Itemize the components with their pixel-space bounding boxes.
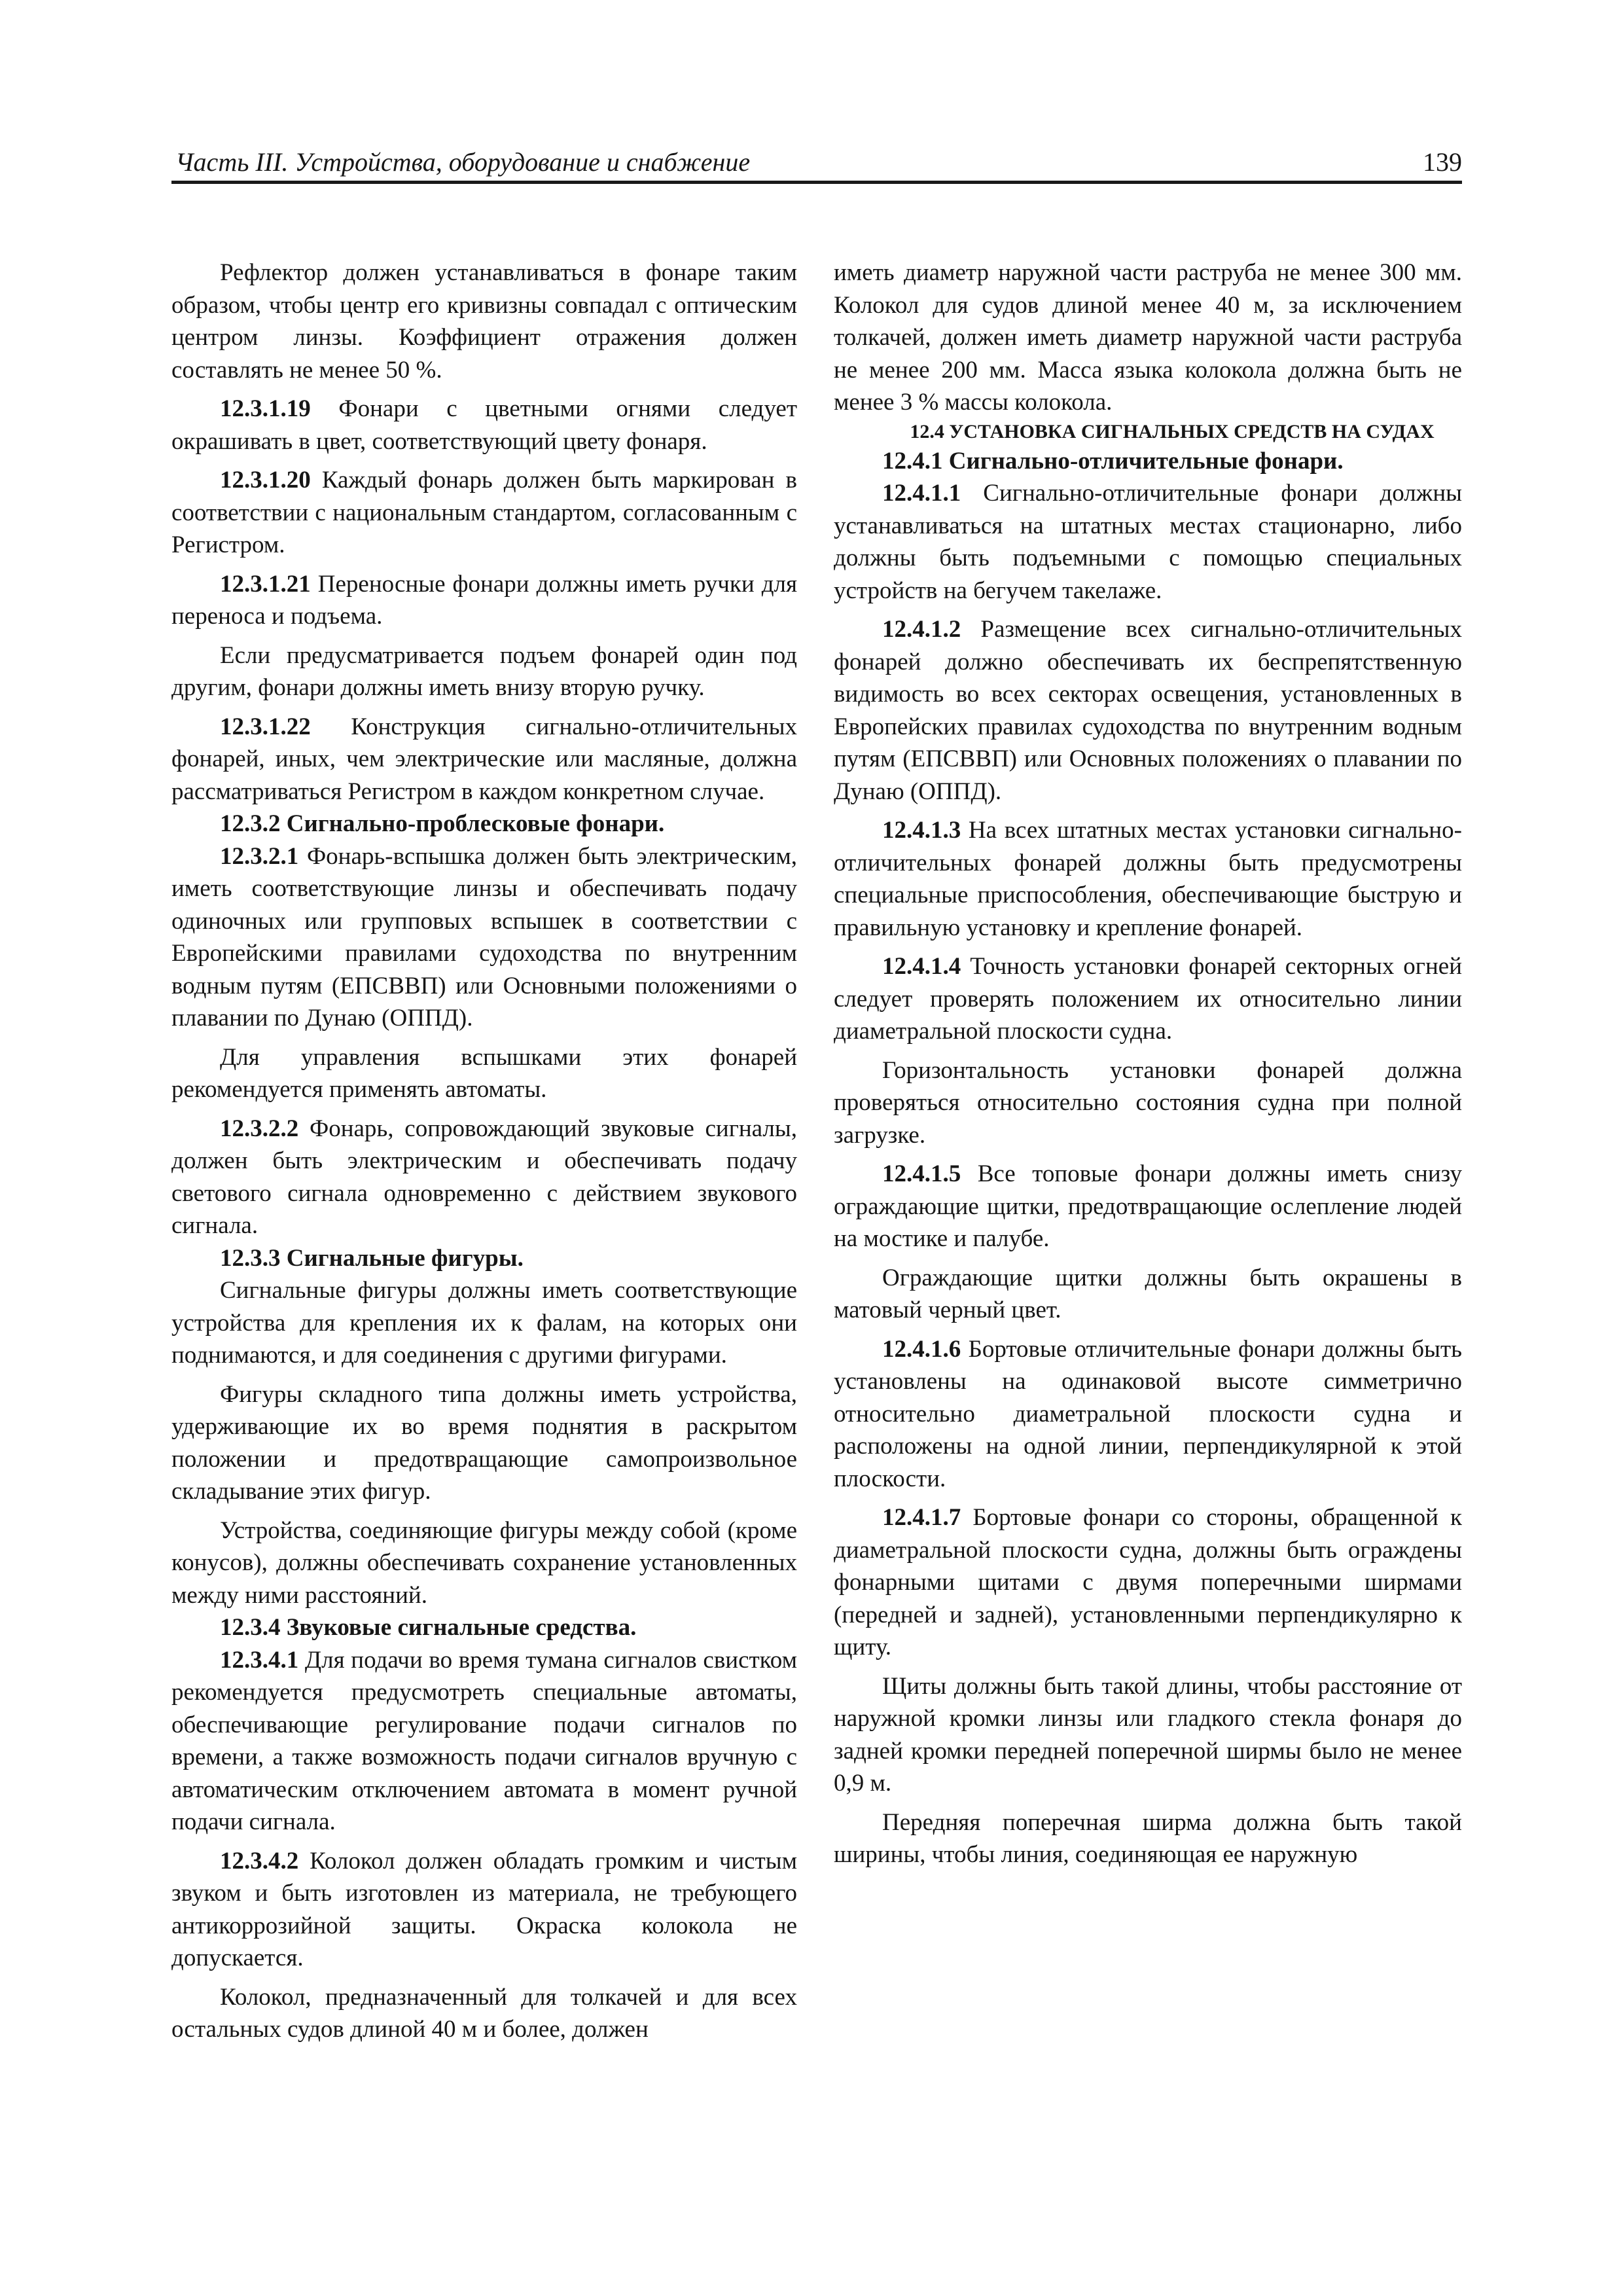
clause: [834, 477, 1462, 607]
paragraph: Ограждающие щитки должны быть окрашены в матовый черный цвет.: [834, 1264, 1462, 1323]
right-column: [834, 257, 1462, 1871]
clause: [834, 1333, 1462, 1496]
clause-text: Все топовые фонари должны иметь снизу ограждающие щитки, предотвращающие ослепление людей на мостике и палубе.: [834, 1160, 1462, 1252]
clause-number: 12.4.1.1: [882, 480, 961, 507]
clause-number: 12.3.2.2: [220, 1115, 299, 1142]
subsection-heading: 12.3.2 Сигнально-проблесковые фонари.: [220, 810, 665, 837]
subsection-heading: 12.4.1 Сигнально-отличительные фонари.: [882, 447, 1344, 475]
paragraph: Для управления вспышками этих фонарей рекомендуется применять автоматы.: [171, 1043, 797, 1103]
clause: [834, 950, 1462, 1048]
clause-text: Фонари с цветными огнями следует окрашивать в цвет, соответствующий цвету фонаря.: [171, 395, 797, 455]
running-title: Часть III. Устройства, оборудование и снабжение: [175, 147, 751, 177]
section-title: 12.4 УСТАНОВКА СИГНАЛЬНЫХ СРЕДСТВ НА СУДАХ: [910, 420, 1435, 442]
left-column: [171, 257, 797, 2046]
clause: [171, 464, 797, 562]
clause: [834, 1501, 1462, 1664]
clause-text: Для подачи во время тумана сигналов свистком рекомендуется предусмотреть специальные автоматы, обеспечивающие регулирование подачи сигналов по времени, а также возможность подачи сигналов вручную с автоматическим отключением автомата в момент ручной подачи сигнала.: [171, 1646, 797, 1835]
clause-number: 12.3.1.22: [220, 713, 311, 740]
clause-number: 12.4.1.6: [882, 1335, 961, 1363]
paragraph: Передняя поперечная ширма должна быть такой ширины, чтобы линия, соединяющая ее наружную: [834, 1808, 1462, 1868]
subsection-heading: 12.3.3 Сигнальные фигуры.: [220, 1244, 524, 1272]
clause-text: Конструкция сигнально-отличительных фонарей, иных, чем электрические или масляные, должна рассматриваться Регистром в каждом конкретном случае.: [171, 713, 797, 805]
paragraph-continued: иметь диаметр наружной части раструба не менее 300 мм. Колокол для судов длиной менее 40 м, за исключением толкачей, должен иметь диаметр наружной части раструба не менее 200 мм. Масса языка колокола должна быть не менее 3 % массы колокола.: [834, 259, 1462, 416]
paragraph: Если предусматривается подъем фонарей один под другим, фонари должны иметь внизу вторую ручку.: [171, 641, 797, 701]
clause-text: Переносные фонари должны иметь ручки для переноса и подъема.: [171, 570, 797, 630]
clause: [171, 568, 797, 633]
clause: [171, 1845, 797, 1975]
clause-text: Фонарь-вспышка должен быть электрическим, иметь соответствующие линзы и обеспечивать подачу одиночных или групповых вспышек в соответствии с Европейскими правилами судоходства по внутренним водным путям (ЕПСВВП) или Основными положениями о плавании по Дунаю (ОППД).: [171, 842, 797, 1031]
clause-number: 12.3.4.1: [220, 1646, 299, 1674]
clause-number: 12.3.2.1: [220, 842, 299, 870]
clause-number: 12.4.1.3: [882, 817, 961, 844]
clause-text: Фонарь, сопровождающий звуковые сигналы, должен быть электрическим и обеспечивать подачу светового сигнала одновременно с действием звукового сигнала.: [171, 1115, 797, 1239]
clause-text: Бортовые отличительные фонари должны быть установлены на одинаковой высоте симметрично относительно диаметральной плоскости судна и расположены на одной линии, перпендикулярной к этой плоскости.: [834, 1335, 1462, 1492]
clause-text: Бортовые фонари со стороны, обращенной к диаметральной плоскости судна, должны быть ограждены фонарными щитами с двумя поперечными ширмами (передней и задней), установленными перпендикулярно к щиту.: [834, 1504, 1462, 1660]
paragraph: Рефлектор должен устанавливаться в фонаре таким образом, чтобы центр его кривизны совпадал с оптическим центром линзы. Коэффициент отражения должен составлять не менее 50 %.: [171, 259, 797, 384]
clause: [171, 393, 797, 457]
clause: [834, 1158, 1462, 1255]
clause: [171, 711, 797, 808]
page-number: 139: [1423, 147, 1462, 177]
clause: [834, 814, 1462, 944]
clause-number: 12.4.1.2: [882, 616, 961, 643]
clause-number: 12.4.1.5: [882, 1160, 961, 1187]
clause-text: Сигнально-отличительные фонари должны устанавливаться на штатных местах стационарно, либо должны быть подъемными с помощью специальных устройств на бегучем такелаже.: [834, 480, 1462, 604]
clause-text: Каждый фонарь должен быть маркирован в соответствии с национальным стандартом, согласованным с Регистром.: [171, 467, 797, 558]
paragraph: Фигуры складного типа должны иметь устройства, удерживающие их во время поднятия в раскрытом положении и предотвращающие самопроизвольное складывание этих фигур.: [171, 1380, 797, 1505]
clause-text: Колокол должен обладать громким и чистым звуком и быть изготовлен из материала, не требующего антикоррозийной защиты. Окраска колокола не допускается.: [171, 1847, 797, 1971]
paragraph: Горизонтальность установки фонарей должна проверяться относительно состояния судна при полной загрузке.: [834, 1056, 1462, 1149]
clause-number: 12.4.1.4: [882, 953, 961, 980]
clause: [834, 613, 1462, 808]
clause: [171, 1644, 797, 1839]
clause-number: 12.4.1.7: [882, 1504, 961, 1531]
clause-number: 12.3.1.19: [220, 395, 311, 422]
clause-number: 12.3.1.20: [220, 467, 311, 493]
paragraph: Щиты должны быть такой длины, чтобы расстояние от наружной кромки линзы или гладкого стекла фонаря до задней кромки передней поперечной ширмы было не менее 0,9 м.: [834, 1672, 1462, 1797]
paragraph: Колокол, предназначенный для толкачей и для всех остальных судов длиной 40 м и более, должен: [171, 1983, 797, 2043]
clause-text: Размещение всех сигнально-отличительных фонарей должно обеспечивать их беспрепятственную видимость во всех секторах освещения, установленных в Европейских правилах судоходства по внутренним водным путям (ЕПСВВП) или Основных положениях о плавании по Дунаю (ОППД).: [834, 616, 1462, 805]
clause: [171, 1113, 797, 1242]
clause-number: 12.3.1.21: [220, 570, 311, 598]
page-header: [171, 145, 1462, 184]
subsection-heading: 12.3.4 Звуковые сигнальные средства.: [220, 1614, 637, 1641]
clause: [171, 840, 797, 1035]
clause-number: 12.3.4.2: [220, 1847, 299, 1874]
paragraph: Сигнальные фигуры должны иметь соответствующие устройства для крепления их к фалам, на которых они поднимаются, и для соединения с другими фигурами.: [171, 1277, 797, 1369]
clause-text: На всех штатных местах установки сигнально-отличительных фонарей должны быть предусмотрены специальные приспособления, обеспечивающие быструю и правильную установку и крепление фонарей.: [834, 817, 1462, 941]
clause-text: Точность установки фонарей секторных огней следует проверять положением их относительно линии диаметральной плоскости судна.: [834, 953, 1462, 1045]
paragraph: Устройства, соединяющие фигуры между собой (кроме конусов), должны обеспечивать сохранение установленных между ними расстояний.: [171, 1516, 797, 1609]
